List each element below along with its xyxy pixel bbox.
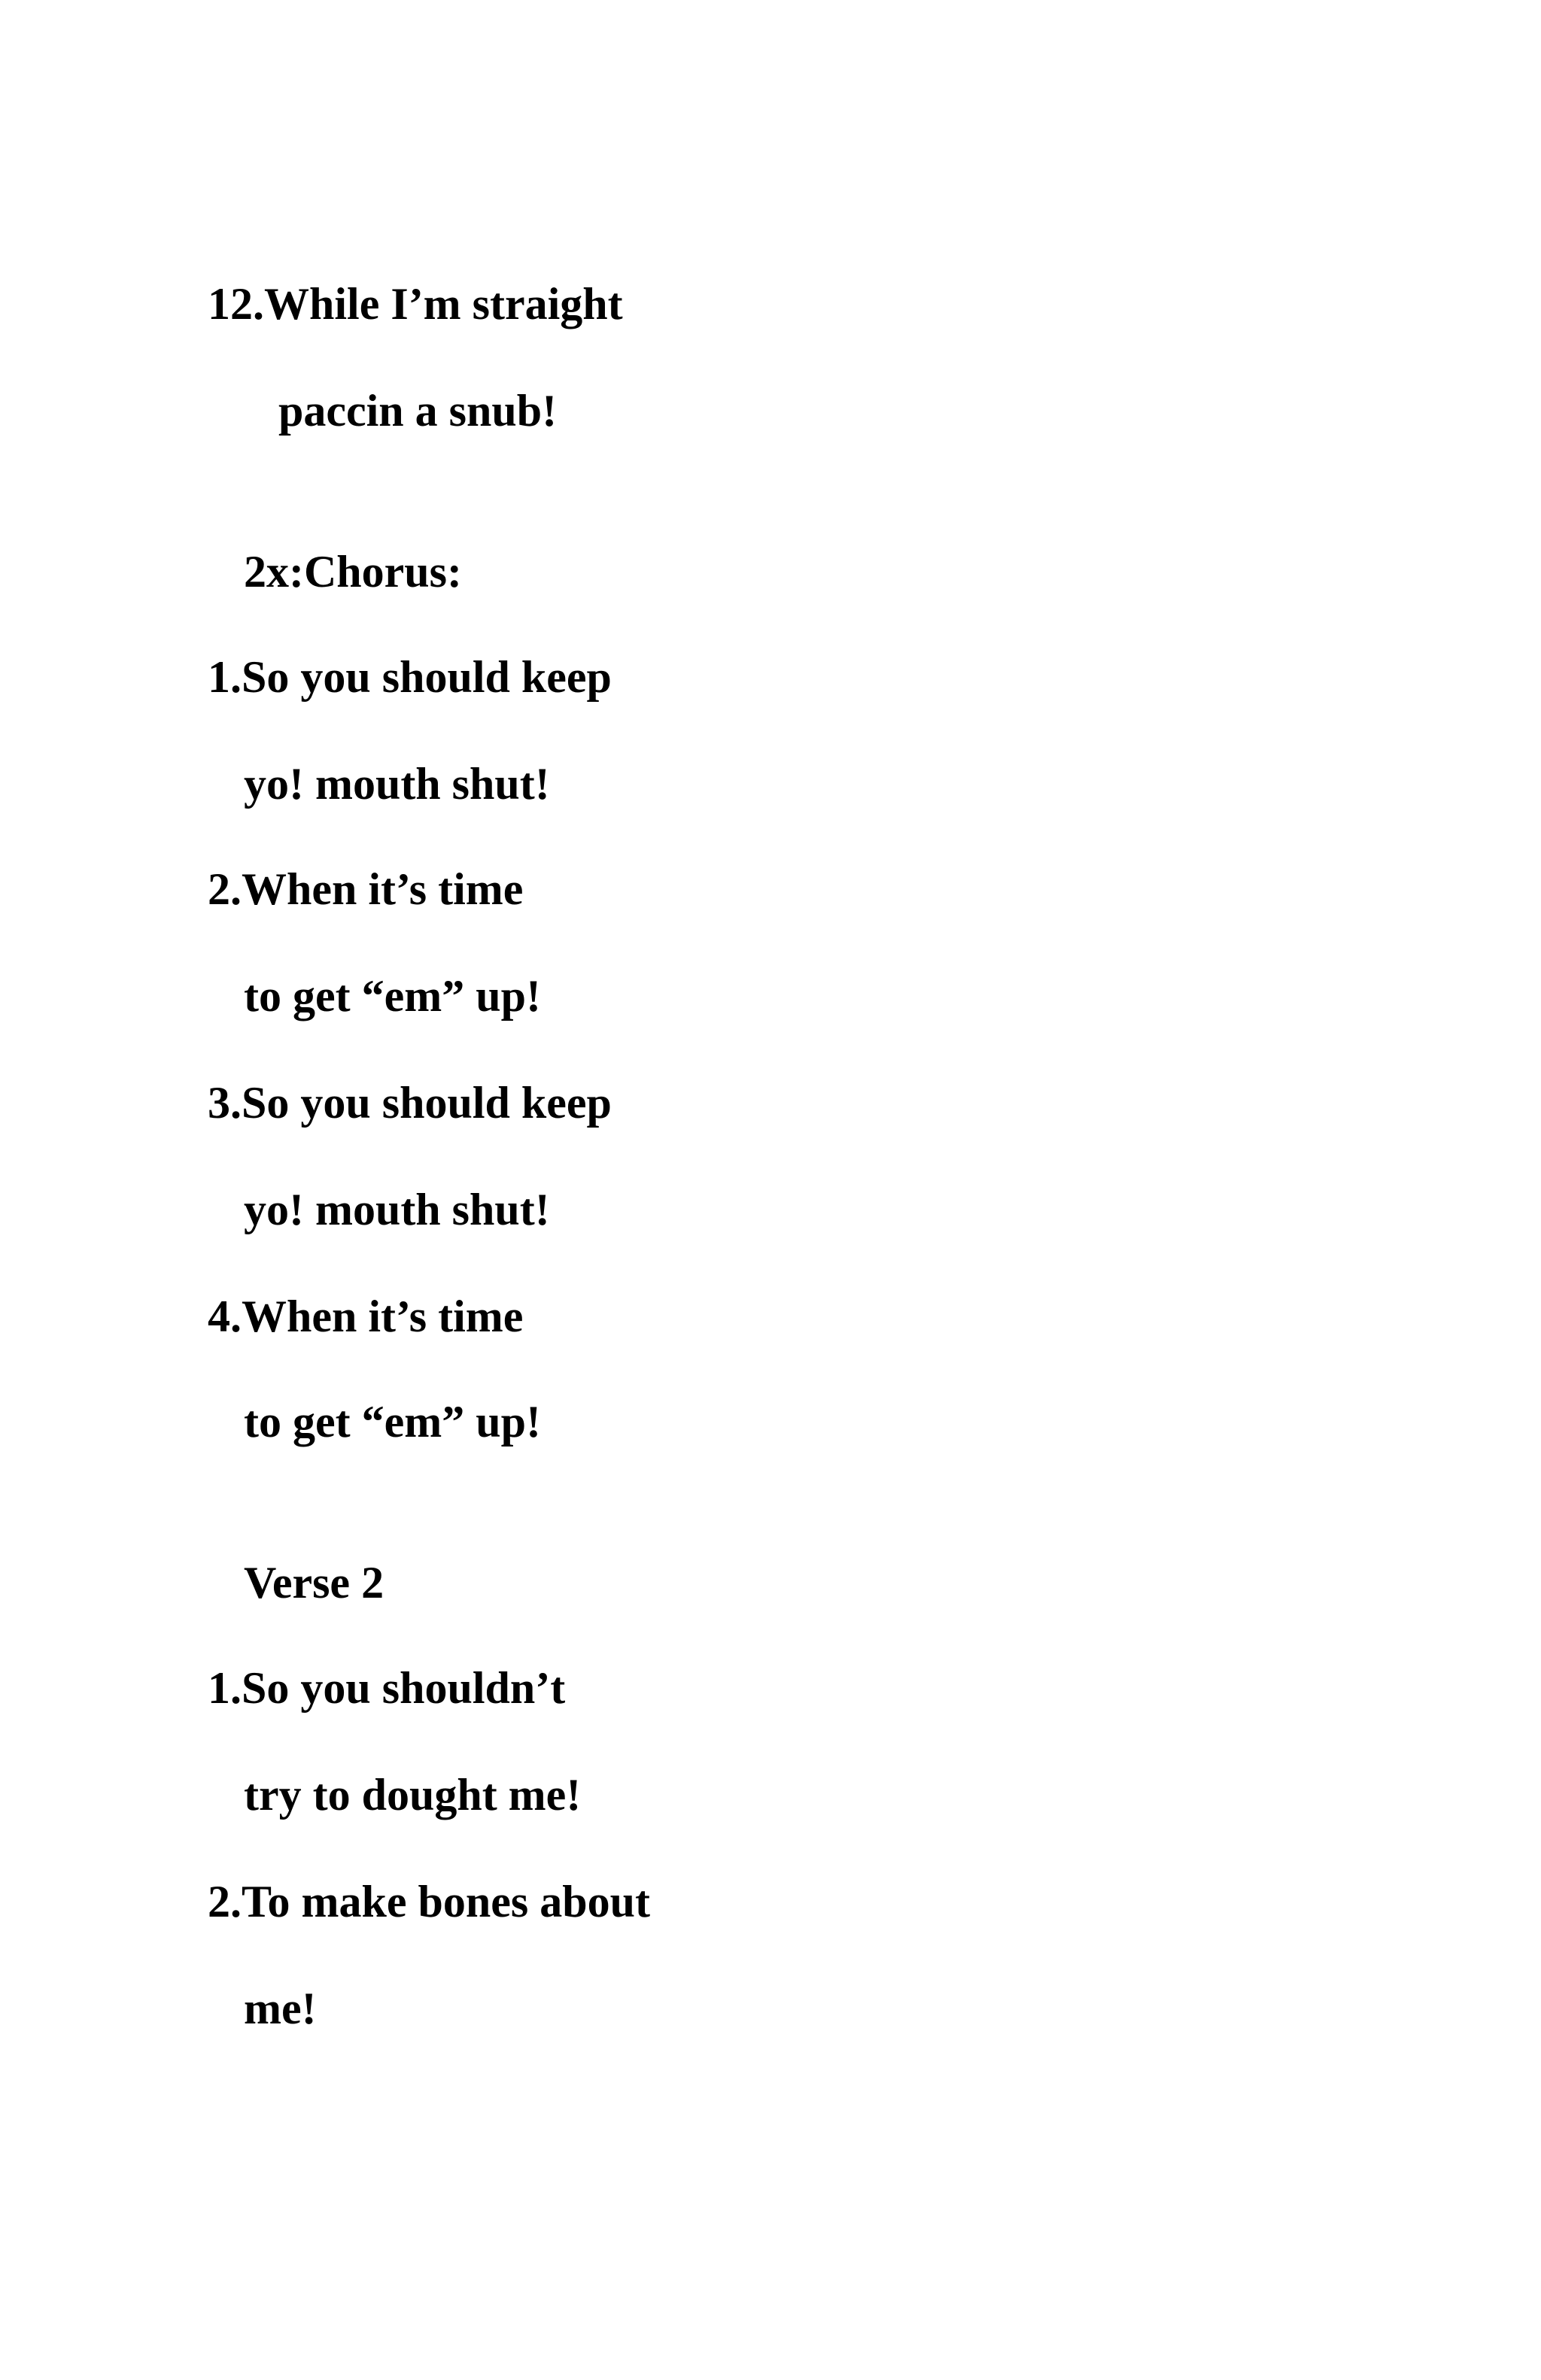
lyric-line-5: 2.When it’s time <box>208 864 524 914</box>
lyric-line-6: to get “em” up! <box>244 971 541 1021</box>
lyric-line-10: to get “em” up! <box>244 1397 541 1447</box>
lyric-line-3: 1.So you should keep <box>208 652 612 702</box>
lyric-line-1: 12.While I’m straight <box>208 279 623 329</box>
lyric-line-11: 1.So you shouldn’t <box>208 1663 566 1713</box>
lyric-line-9: 4.When it’s time <box>208 1292 524 1341</box>
lyric-line-2: paccin a snub! <box>278 386 558 436</box>
lyric-line-4: yo! mouth shut! <box>244 759 550 809</box>
lyric-line-13: 2.To make bones about <box>208 1877 650 1926</box>
verse-heading: Verse 2 <box>244 1558 384 1607</box>
lyric-line-12: try to dought me! <box>244 1770 582 1820</box>
chorus-heading: 2x:Chorus: <box>244 547 463 597</box>
lyric-line-8: yo! mouth shut! <box>244 1185 550 1234</box>
lyric-line-7: 3.So you should keep <box>208 1078 612 1128</box>
lyric-line-14: me! <box>244 1984 317 2033</box>
